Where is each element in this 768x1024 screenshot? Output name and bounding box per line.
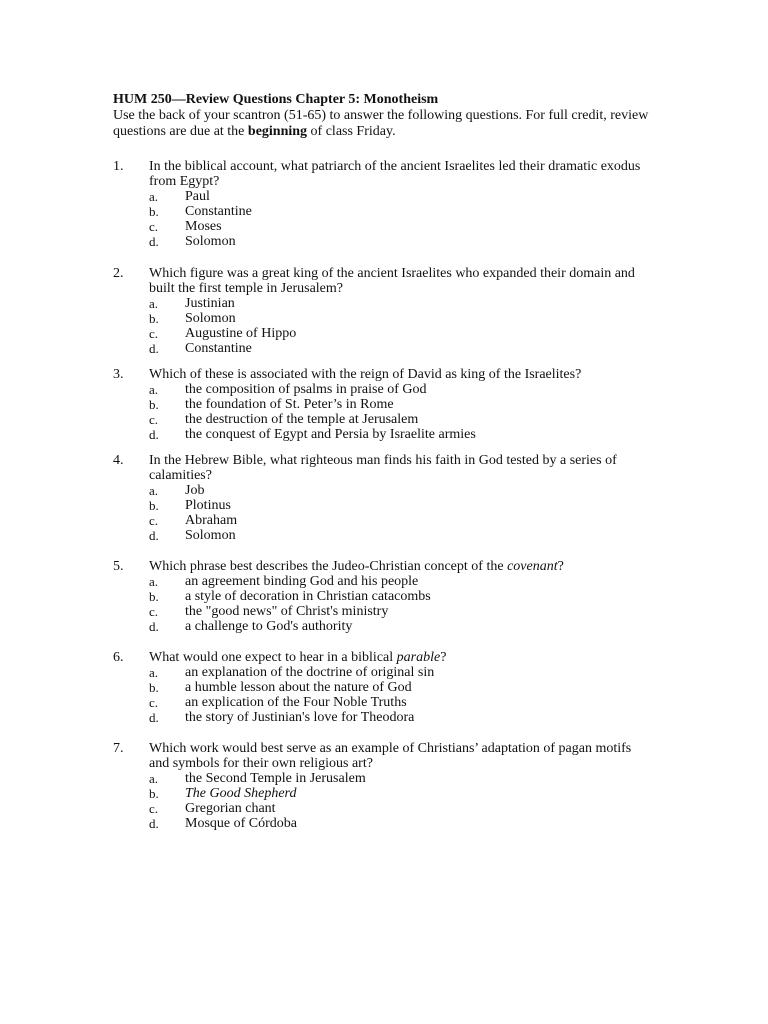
answer-option-a [149, 665, 673, 680]
answer-options [149, 296, 673, 356]
option-letter: c. [149, 219, 159, 234]
question-text-emphasis: covenant [507, 559, 558, 574]
answer-option-d [149, 619, 673, 634]
answer-option-c [149, 695, 673, 710]
document-header [113, 91, 673, 140]
option-letter: c. [149, 604, 159, 619]
answer-option-d [149, 234, 673, 249]
option-letter: c. [149, 695, 159, 710]
option-text: Abraham [185, 513, 238, 528]
question-text-part: In the Hebrew Bible, what righteous man finds his faith in God tested by a series of calamities? [149, 453, 617, 483]
answer-option-b [149, 680, 673, 695]
option-text: The Good Shepherd [185, 786, 297, 801]
answer-option-b [149, 786, 673, 801]
option-letter: b. [149, 204, 159, 219]
option-letter: a. [149, 771, 159, 786]
option-letter: d. [149, 528, 159, 543]
answer-option-c [149, 412, 673, 427]
option-text: an explanation of the doctrine of original sin [185, 665, 435, 680]
question-text-part: Which of these is associated with the reign of David as king of the Israelites? [149, 367, 582, 382]
answer-option-c [149, 513, 673, 528]
question-text-part: What would one expect to hear in a biblical [149, 650, 397, 665]
question-number: 1. [113, 159, 124, 174]
question-7 [113, 741, 673, 836]
option-text: Job [185, 483, 205, 498]
question-text [149, 559, 649, 574]
option-text: Solomon [185, 311, 236, 326]
option-text: Constantine [185, 204, 252, 219]
answer-option-a [149, 189, 673, 204]
question-text [149, 741, 649, 771]
question-1 [113, 159, 673, 266]
question-text-part: Which phrase best describes the Judeo-Christian concept of the [149, 559, 508, 574]
answer-option-c [149, 326, 673, 341]
question-text-emphasis: parable [396, 650, 441, 665]
answer-option-a [149, 382, 673, 397]
option-text: the Second Temple in Jerusalem [185, 771, 366, 786]
question-list [113, 159, 673, 836]
option-letter: b. [149, 397, 159, 412]
option-text: Solomon [185, 528, 236, 543]
option-text: Gregorian chant [185, 801, 276, 816]
answer-option-b [149, 589, 673, 604]
question-2 [113, 266, 673, 367]
answer-options [149, 771, 673, 831]
option-text: the destruction of the temple at Jerusalem [185, 412, 419, 427]
question-text-part: Which work would best serve as an example of Christians’ adaptation of pagan motifs and symbols for their own religious art? [149, 741, 632, 771]
question-text [149, 650, 649, 665]
question-text-part: In the biblical account, what patriarch of the ancient Israelites led their dramatic exodus from Egypt? [149, 159, 641, 189]
answer-option-a [149, 771, 673, 786]
answer-options [149, 574, 673, 634]
option-letter: a. [149, 296, 159, 311]
question-text-part: Which figure was a great king of the ancient Israelites who expanded their domain and built the first temple in Jerusalem? [149, 266, 635, 296]
option-letter: a. [149, 574, 159, 589]
question-number: 7. [113, 741, 124, 756]
option-text: Paul [185, 189, 210, 204]
option-letter: a. [149, 665, 159, 680]
answer-options [149, 665, 673, 725]
option-letter: d. [149, 710, 159, 725]
option-text: Augustine of Hippo [185, 326, 297, 341]
option-letter: a. [149, 189, 159, 204]
question-text [149, 453, 649, 483]
option-text: an agreement binding God and his people [185, 574, 419, 589]
question-4 [113, 453, 673, 559]
answer-option-b [149, 498, 673, 513]
option-text: Constantine [185, 341, 252, 356]
answer-option-d [149, 528, 673, 543]
answer-option-d [149, 710, 673, 725]
instructions [113, 108, 673, 140]
question-6 [113, 650, 673, 741]
option-text: the story of Justinian's love for Theodora [185, 710, 415, 725]
option-text: a challenge to God's authority [185, 619, 353, 634]
option-letter: b. [149, 680, 159, 695]
page-title: HUM 250—Review Questions Chapter 5: Monotheism [113, 92, 439, 107]
instructions-text-end: of class Friday. [307, 124, 396, 139]
option-letter: a. [149, 382, 159, 397]
option-letter: d. [149, 234, 159, 249]
option-text: Plotinus [185, 498, 231, 513]
option-text: the "good news" of Christ's ministry [185, 604, 389, 619]
answer-option-b [149, 397, 673, 412]
option-text: the composition of psalms in praise of God [185, 382, 427, 397]
question-3 [113, 367, 673, 453]
option-letter: a. [149, 483, 159, 498]
option-letter: b. [149, 311, 159, 326]
option-text: the conquest of Egypt and Persia by Israelite armies [185, 427, 476, 442]
instructions-text: Use the back of your scantron (51-65) to answer the following questions. For full credit, review questions are due at the [113, 108, 649, 139]
option-letter: d. [149, 341, 159, 356]
answer-option-c [149, 801, 673, 816]
instructions-emphasis: beginning [247, 124, 308, 139]
question-number: 2. [113, 266, 124, 281]
option-letter: d. [149, 816, 159, 831]
question-number: 6. [113, 650, 124, 665]
option-text: an explication of the Four Noble Truths [185, 695, 407, 710]
option-text: a humble lesson about the nature of God [185, 680, 412, 695]
answer-option-a [149, 483, 673, 498]
option-letter: d. [149, 619, 159, 634]
question-number: 4. [113, 453, 124, 468]
option-text: Justinian [185, 296, 235, 311]
option-letter: b. [149, 498, 159, 513]
answer-option-b [149, 204, 673, 219]
option-text: Solomon [185, 234, 236, 249]
option-letter: c. [149, 326, 159, 341]
answer-option-b [149, 311, 673, 326]
option-text: Moses [185, 219, 222, 234]
option-letter: b. [149, 589, 159, 604]
question-text-part: ? [440, 650, 447, 665]
option-text: the foundation of St. Peter’s in Rome [185, 397, 394, 412]
answer-option-a [149, 296, 673, 311]
question-text [149, 159, 649, 189]
option-letter: b. [149, 786, 159, 801]
answer-option-c [149, 604, 673, 619]
answer-option-d [149, 816, 673, 831]
answer-options [149, 483, 673, 543]
option-letter: d. [149, 427, 159, 442]
question-text-part: ? [557, 559, 564, 574]
option-letter: c. [149, 412, 159, 427]
option-letter: c. [149, 513, 159, 528]
question-5 [113, 559, 673, 650]
question-number: 5. [113, 559, 124, 574]
answer-options [149, 382, 673, 442]
option-text: a style of decoration in Christian catacombs [185, 589, 431, 604]
answer-option-d [149, 427, 673, 442]
option-letter: c. [149, 801, 159, 816]
answer-option-a [149, 574, 673, 589]
answer-options [149, 189, 673, 249]
question-number: 3. [113, 367, 124, 382]
answer-option-c [149, 219, 673, 234]
question-text [149, 266, 649, 296]
answer-option-d [149, 341, 673, 356]
option-text: Mosque of Córdoba [185, 816, 297, 831]
question-text [149, 367, 649, 382]
